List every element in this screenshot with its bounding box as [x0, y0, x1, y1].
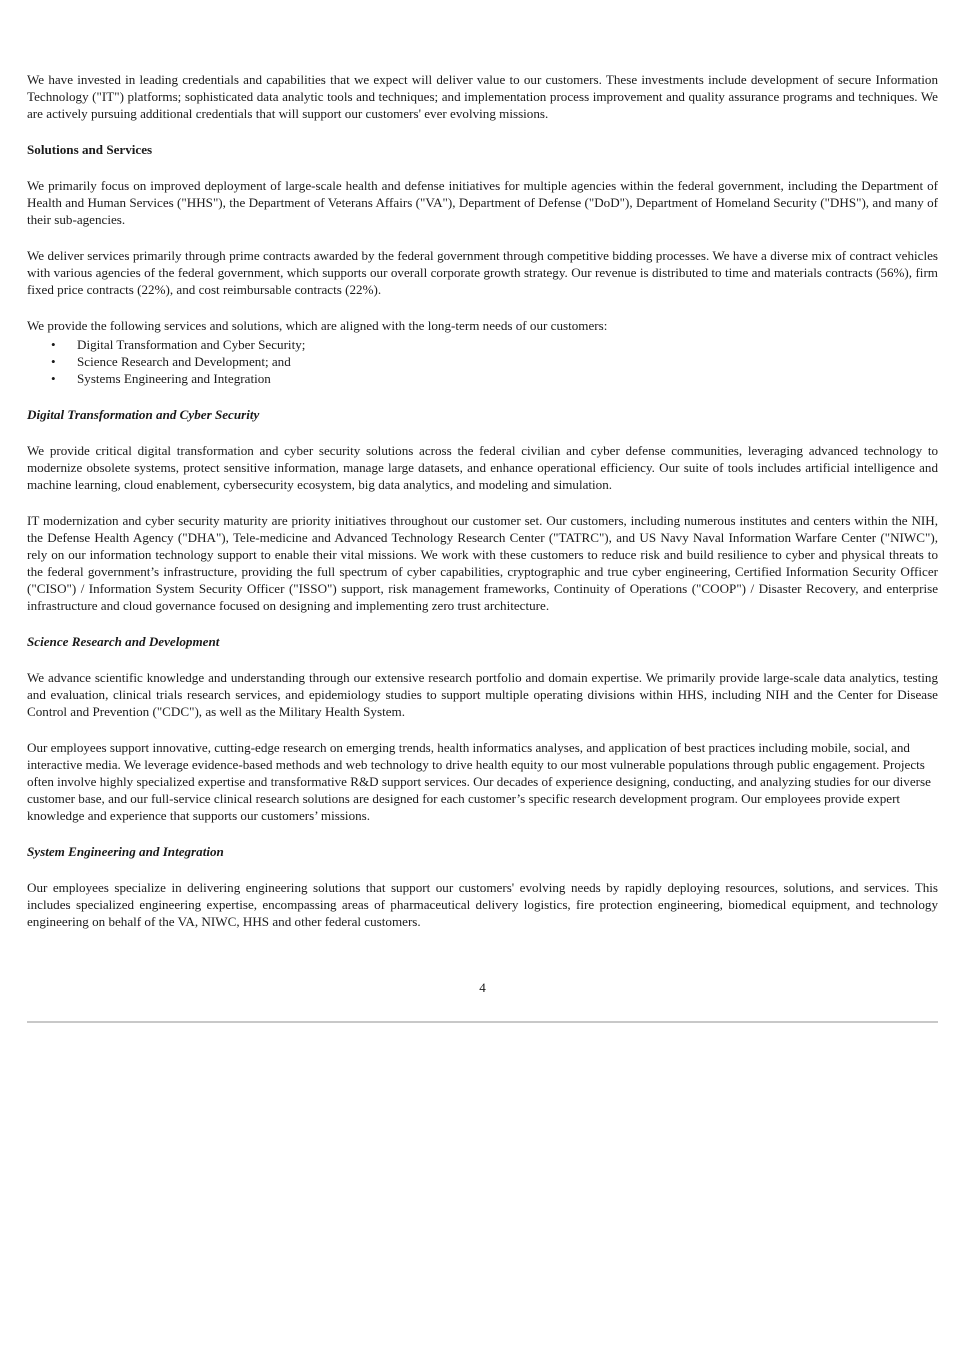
section-heading-digital: Digital Transformation and Cyber Security	[27, 407, 260, 422]
document-body	[27, 71, 938, 930]
section-heading-solutions: Solutions and Services	[27, 142, 153, 157]
digital-paragraph-modernization: IT modernization and cyber security maturity are priority initiatives throughout our customer set. Our customers, including numerous institutes and centers within the NIH, the Defense Health Agency ("DHA"), Tele-medicine and Advanced Technology Research Center ("TATRC"), and US Navy Naval Information Warfare Center ("NIWC"), rely on our information technology support to enable their vital missions. We work with these customers to reduce risk and build resilience to cyber and physical threats to the federal government’s infrastructure, providing the full spectrum of cyber capabilities, cryptographic and true cyber engineering, Certified Information Security Officer ("CISO") / Information System Security Officer ("ISSO") support, risk management frameworks, Continuity of Operations ("COOP") / Disaster Recovery, and enterprise infrastructure and cloud governance focused on designing and implementing zero trust architecture.	[27, 513, 938, 613]
solutions-paragraph-agencies: We primarily focus on improved deployment of large-scale health and defense initiatives for multiple agencies within the federal government, including the Department of Health and Human Services ("HHS"), the Department of Veterans Affairs ("VA"), Department of Defense ("DoD"), Department of Homeland Security ("DHS"), and many of their sub-agencies.	[27, 178, 938, 227]
list-item	[27, 336, 938, 353]
systems-paragraph-engineering: Our employees specialize in delivering engineering solutions that support our customers' evolving needs by rapidly deploying resources, solutions, and services. This includes specialized engineering expertise, encompassing areas of pharmaceutical delivery logistics, fire protection engineering, biomedical equipment, and technology engineering on behalf of the VA, NIWC, HHS and other federal customers.	[27, 880, 938, 929]
digital-paragraph-solutions: We provide critical digital transformation and cyber security solutions across the federal civilian and cyber defense communities, leveraging advanced technology to modernize obsolete systems, protect sensitive information, manage large datasets, and enhance operational efficiency. Our suite of tools includes artificial intelligence and machine learning, cloud enablement, cybersecurity ecosystem, big data analytics, and modeling and simulation.	[27, 443, 938, 492]
science-paragraph-employees: Our employees support innovative, cutting-edge research on emerging trends, health informatics analyses, and application of best practices including mobile, social, and interactive media. We leverage evidence-based methods and web technology to drive health equity to our most vulnerable populations through public engagement. Projects often involve highly specialized expertise and transformative R&D support services. Our decades of experience designing, conducting, and analyzing studies for our diverse customer base, and our full-service clinical research solutions are designed for each customer’s specific research development program. Our employees provide expert knowledge and experience that supports our customers’ missions.	[27, 740, 931, 823]
list-item-text: Digital Transformation and Cyber Security;	[77, 337, 306, 352]
solutions-paragraph-services-intro: We provide the following services and solutions, which are aligned with the long-term needs of our customers:	[27, 318, 608, 333]
list-item	[27, 370, 938, 387]
bullet-icon: •	[51, 371, 56, 386]
bullet-icon: •	[51, 337, 56, 352]
page-divider	[27, 1021, 938, 1023]
list-item-text: Systems Engineering and Integration	[77, 371, 271, 386]
science-paragraph-research: We advance scientific knowledge and understanding through our extensive research portfolio and domain expertise. We primarily provide large-scale data analytics, testing and evaluation, clinical trials research services, and epidemiology studies to support multiple operating divisions within HHS, including NIH and the Center for Disease Control and Prevention ("CDC"), as well as the Military Health System.	[27, 670, 938, 719]
solutions-paragraph-contracts: We deliver services primarily through prime contracts awarded by the federal government through competitive bidding processes. We have a diverse mix of contract vehicles with various agencies of the federal government, which supports our overall corporate growth strategy. Our revenue is distributed to time and materials contracts (56%), firm fixed price contracts (22%), and cost reimbursable contracts (22%).	[27, 248, 938, 297]
list-item	[27, 353, 938, 370]
page-number: 4	[479, 980, 486, 995]
services-bullet-list	[27, 336, 938, 387]
list-item-text: Science Research and Development; and	[77, 354, 291, 369]
section-heading-science: Science Research and Development	[27, 634, 220, 649]
section-heading-systems: System Engineering and Integration	[27, 844, 224, 859]
bullet-icon: •	[51, 354, 56, 369]
intro-paragraph: We have invested in leading credentials and capabilities that we expect will deliver value to our customers. These investments include development of secure Information Technology ("IT") platforms; sophisticated data analytic tools and techniques; and implementation process improvement and quality assurance programs and techniques. We are actively pursuing additional credentials that will support our customers' ever evolving missions.	[27, 72, 938, 121]
